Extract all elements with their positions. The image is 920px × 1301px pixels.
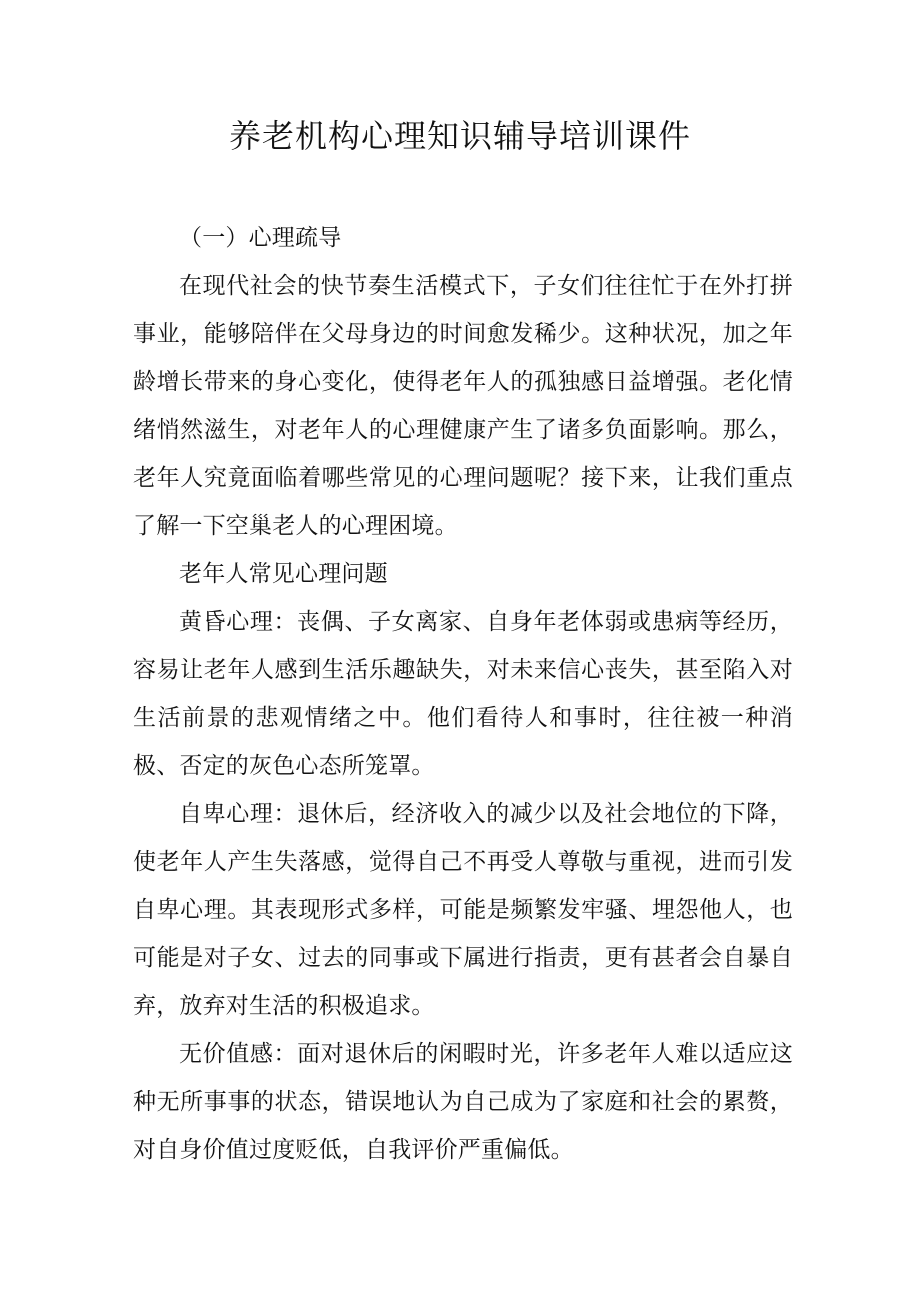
section-heading: （一）心理疏导 bbox=[179, 225, 342, 251]
intro-paragraph: 在现代社会的快节奏生活模式下，子女们往往忙于在外打拼事业，能够陪伴在父母身边的时间愈发稀少。这种状况，加之年龄增长带来的身心变化，使得老年人的孤独感日益增强。老化情绪悄然滋生，对老年人的心理健康产生了诸多负面影响。那么，老年人究竟面临着哪些常见的心理问题呢？接下来，让我们重点了解一下空巢老人的心理困境。 bbox=[133, 273, 793, 539]
dusk-mentality-paragraph: 黄昏心理：丧偶、子女离家、自身年老体弱或患病等经历，容易让老年人感到生活乐趣缺失，对未来信心丧失，甚至陷入对生活前景的悲观情绪之中。他们看待人和事时，往往被一种消极、否定的灰色心态所笼罩。 bbox=[133, 609, 793, 779]
worthlessness-paragraph: 无价值感：面对退休后的闲暇时光，许多老年人难以适应这种无所事事的状态，错误地认为自己成为了家庭和社会的累赘，对自身价值过度贬低，自我评价严重偏低。 bbox=[133, 1041, 793, 1163]
subheading: 老年人常见心理问题 bbox=[179, 561, 388, 587]
inferiority-paragraph: 自卑心理：退休后，经济收入的减少以及社会地位的下降，使老年人产生失落感，觉得自己不再受人尊敬与重视，进而引发自卑心理。其表现形式多样，可能是频繁发牢骚、埋怨他人，也可能是对子女、过去的同事或下属进行指责，更有甚者会自暴自弃，放弃对生活的积极追求。 bbox=[133, 801, 793, 1019]
document-title: 养老机构心理知识辅导培训课件 bbox=[228, 117, 691, 155]
